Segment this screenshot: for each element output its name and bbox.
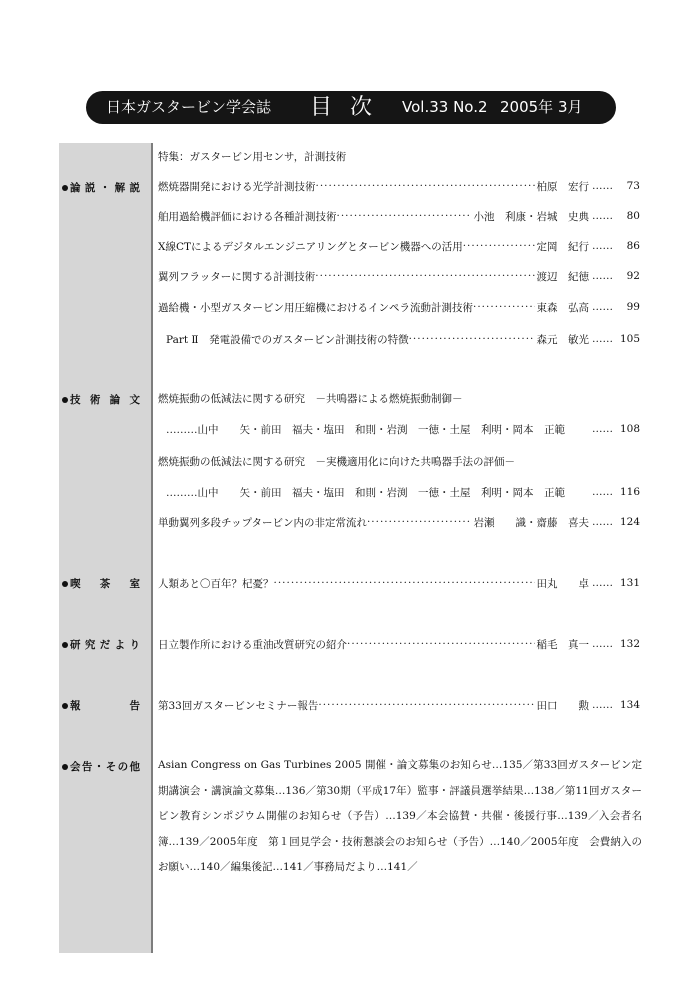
entry-page: 131	[619, 577, 640, 589]
issue-date: 2005年 3月	[500, 98, 583, 116]
dot-leader	[473, 301, 535, 313]
toc-entry[interactable]	[158, 239, 640, 253]
toc-entry[interactable]	[158, 576, 640, 590]
entry-author: 定岡 紀行	[536, 240, 589, 253]
entry-page: 73	[626, 180, 640, 192]
bullet-icon	[62, 764, 68, 770]
entry-page: 132	[619, 638, 640, 650]
section-label-report: 報告	[62, 698, 140, 713]
page-leader: ……	[592, 210, 613, 222]
dot-leader	[274, 577, 535, 589]
dot-leader	[367, 516, 472, 528]
entry-title: 日立製作所における重油改質研究の紹介	[158, 638, 347, 651]
entry-page: 80	[626, 210, 640, 222]
entry-page: 99	[626, 301, 640, 313]
page-leader: ……	[592, 333, 613, 345]
bullet-icon	[62, 581, 68, 587]
bullet-icon	[62, 703, 68, 709]
entry-author: 岩瀬 識・齋藤 喜夫	[473, 516, 589, 529]
entry-page: 86	[626, 240, 640, 252]
dot-leader	[463, 240, 535, 252]
dot-leader	[409, 333, 535, 345]
entry-page: 92	[626, 270, 640, 282]
toc-entry[interactable]	[158, 698, 640, 712]
toc-entry[interactable]	[158, 269, 640, 283]
entry-author: ………山中 矢・前田 福夫・塩田 和則・岩渕 一徳・土屋 利明・岡本 正範	[166, 486, 565, 499]
entry-author: 柏原 宏行	[536, 180, 589, 193]
entry-page: 116	[619, 486, 640, 498]
section-label-papers: 技術論文	[62, 392, 140, 407]
volume-number: Vol.33 No.2	[402, 98, 488, 116]
entry-author: 小池 利康・岩城 史典	[473, 210, 589, 223]
entry-author: 森元 敏光	[536, 333, 589, 346]
entry-title: X線CTによるデジタルエンジニアリングとタービン機器への活用	[158, 240, 463, 253]
entry-page: 108	[619, 423, 640, 435]
entry-page: 105	[619, 333, 640, 345]
toc-entry[interactable]	[166, 332, 640, 346]
dot-leader	[315, 270, 534, 282]
page-leader: ……	[592, 638, 613, 650]
toc-entry[interactable]	[158, 515, 640, 529]
entry-title: 人類あと〇百年？杞憂？	[158, 577, 274, 590]
page-leader: ……	[592, 577, 613, 589]
toc-entry[interactable]	[158, 209, 640, 223]
section-label-research: 研究だより	[62, 637, 140, 652]
entry-title[interactable]: 燃焼振動の低減法に関する研究 －実機適用化に向けた共鳴器手法の評価－	[158, 456, 515, 468]
entry-title: 過給機・小型ガスタービン用圧縮機におけるインペラ流動計測技術	[158, 301, 473, 314]
entry-author: 田丸 卓	[536, 577, 589, 590]
entry-author: 東森 弘高	[536, 301, 589, 314]
entry-title: 単動翼列多段チップタービン内の非定常流れ	[158, 516, 367, 529]
entry-title: 第33回ガスタービンセミナー報告	[158, 699, 319, 712]
bullet-icon	[62, 397, 68, 403]
toc-title: 目次	[310, 95, 391, 120]
page-leader: ……	[592, 301, 613, 313]
entry-title: 燃焼器開発における光学計測技術	[158, 180, 316, 193]
special-feature-heading: 特集：ガスタービン用センサ，計測技術	[158, 151, 347, 163]
toc-entry[interactable]	[158, 300, 640, 314]
dot-leader	[347, 638, 535, 650]
journal-name: 日本ガスタービン学会誌	[106, 98, 272, 116]
dot-leader	[337, 210, 472, 222]
page-leader: ……	[592, 270, 613, 282]
section-label-review: 論説・解説	[62, 180, 140, 195]
entry-author: 渡辺 紀徳	[536, 270, 589, 283]
page-leader: ……	[592, 180, 613, 192]
section-label-notices: 会告・その他	[62, 759, 140, 774]
page-leader: ……	[592, 240, 613, 252]
section-sidebar	[59, 143, 153, 953]
entry-page: 124	[619, 516, 640, 528]
entry-author: 田口 勲	[536, 699, 589, 712]
page-leader: ……	[592, 423, 613, 435]
entry-title[interactable]: 燃焼振動の低減法に関する研究 －共鳴器による燃焼振動制御－	[158, 393, 463, 405]
dot-leader	[318, 699, 534, 711]
entry-title: 翼列フラッターに関する計測技術	[158, 270, 316, 283]
entry-title: Part Ⅱ 発電設備でのガスタービン計測技術の特徴	[166, 333, 409, 346]
toc-header-bar	[86, 91, 616, 124]
notices-paragraph: Asian Congress on Gas Turbines 2005 開催・論文募集のお知らせ…135／第33回ガスタービン定期講演会・講演論文募集…136／第30期（平成17年）監事・評議員選挙結果…138／第11回ガスタービン教育シンポジウム開催のお知らせ（予告）…139／本会協賛・共催・後援行事…139／入会者名簿…139／2005年度 第１回見学会・技術懇談会のお知らせ（予告）…140／2005年度 会費納入のお願い…140／編集後記…141／事務局だより…141／	[158, 759, 642, 873]
toc-entry-authors	[166, 422, 640, 436]
entry-author: 稲毛 真一	[536, 638, 589, 651]
bullet-icon	[62, 185, 68, 191]
dot-leader	[316, 180, 535, 192]
entry-page: 134	[619, 699, 640, 711]
entry-author: ………山中 矢・前田 福夫・塩田 和則・岩渕 一徳・土屋 利明・岡本 正範	[166, 423, 565, 436]
page-leader: ……	[592, 516, 613, 528]
page-leader: ……	[592, 486, 613, 498]
toc-entry[interactable]	[158, 637, 640, 651]
bullet-icon	[62, 642, 68, 648]
toc-entry-authors	[166, 485, 640, 499]
page-leader: ……	[592, 699, 613, 711]
toc-entry[interactable]	[158, 179, 640, 193]
entry-title: 舶用過給機評価における各種計測技術	[158, 210, 337, 223]
section-label-cafe: 喫茶室	[62, 576, 140, 591]
